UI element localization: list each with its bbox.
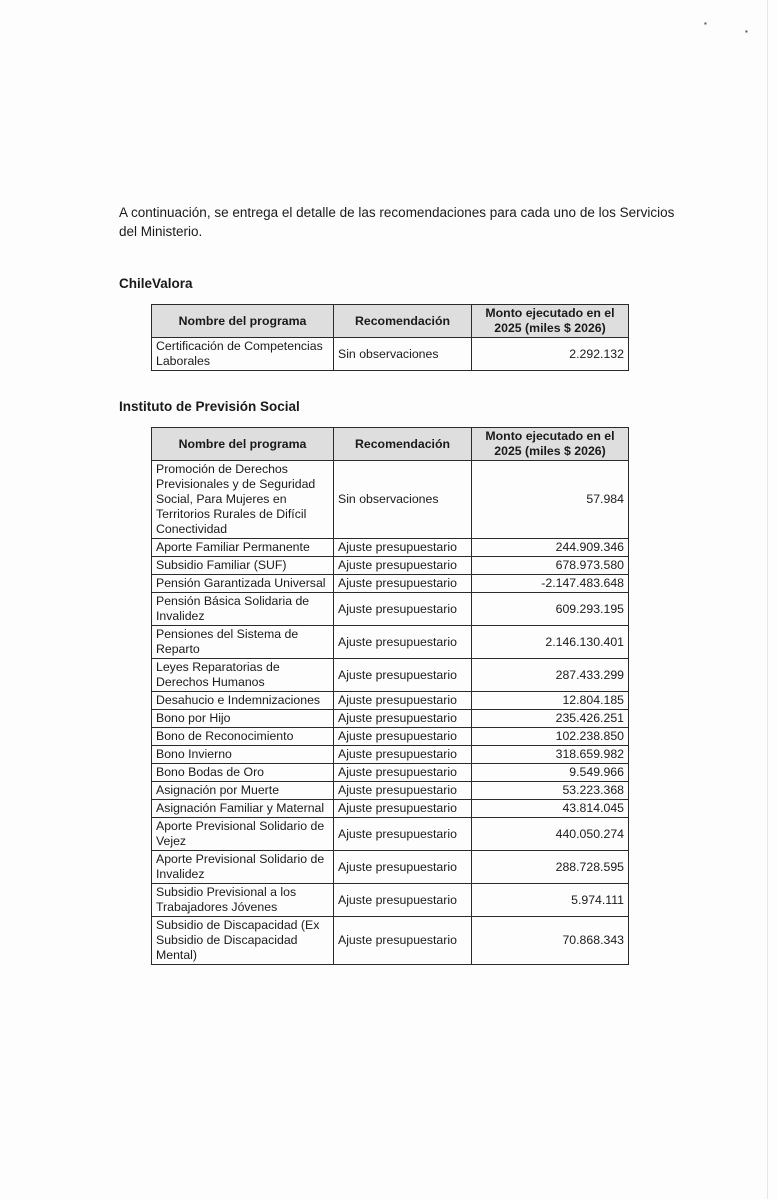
recommendation-cell: Ajuste presupuestario <box>334 917 472 965</box>
program-name-cell: Aporte Familiar Permanente <box>152 539 334 557</box>
recommendation-cell: Ajuste presupuestario <box>334 800 472 818</box>
scan-speck-mark: ▪ <box>704 19 707 28</box>
program-name-cell: Subsidio Familiar (SUF) <box>152 557 334 575</box>
recommendation-cell: Ajuste presupuestario <box>334 884 472 917</box>
amount-cell: 2.292.132 <box>472 338 629 371</box>
amount-cell: -2.147.483.648 <box>472 575 629 593</box>
table-row <box>152 746 629 764</box>
table-row <box>152 764 629 782</box>
table-row <box>152 539 629 557</box>
table-row <box>152 851 629 884</box>
amount-cell: 287.433.299 <box>472 659 629 692</box>
header-recommendation: Recomendación <box>334 428 472 461</box>
amount-cell: 9.549.966 <box>472 764 629 782</box>
table-row <box>152 593 629 626</box>
table-row <box>152 626 629 659</box>
table-row <box>152 728 629 746</box>
amount-cell: 2.146.130.401 <box>472 626 629 659</box>
recommendation-cell: Ajuste presupuestario <box>334 710 472 728</box>
header-program-name: Nombre del programa <box>152 428 334 461</box>
table-header-row <box>152 428 629 461</box>
scan-edge-line <box>767 0 768 1199</box>
recommendation-cell: Ajuste presupuestario <box>334 851 472 884</box>
table-row <box>152 659 629 692</box>
header-program-name: Nombre del programa <box>152 305 334 338</box>
recommendation-cell: Ajuste presupuestario <box>334 728 472 746</box>
program-name-cell: Aporte Previsional Solidario de Invalidez <box>152 851 334 884</box>
program-name-cell: Certificación de Competencias Laborales <box>152 338 334 371</box>
table-row <box>152 557 629 575</box>
program-name-cell: Desahucio e Indemnizaciones <box>152 692 334 710</box>
header-recommendation: Recomendación <box>334 305 472 338</box>
chilevalora-table <box>151 304 629 371</box>
table-row <box>152 917 629 965</box>
table-row <box>152 818 629 851</box>
program-name-cell: Pensión Garantizada Universal <box>152 575 334 593</box>
scan-speck-mark: ▪ <box>745 27 748 36</box>
amount-cell: 102.238.850 <box>472 728 629 746</box>
program-name-cell: Bono Invierno <box>152 746 334 764</box>
amount-cell: 609.293.195 <box>472 593 629 626</box>
program-name-cell: Asignación Familiar y Maternal <box>152 800 334 818</box>
recommendation-cell: Ajuste presupuestario <box>334 593 472 626</box>
recommendation-cell: Ajuste presupuestario <box>334 575 472 593</box>
program-name-cell: Asignación por Muerte <box>152 782 334 800</box>
table-row <box>152 575 629 593</box>
ips-table <box>151 427 629 965</box>
amount-cell: 288.728.595 <box>472 851 629 884</box>
recommendation-cell: Ajuste presupuestario <box>334 557 472 575</box>
program-name-cell: Leyes Reparatorias de Derechos Humanos <box>152 659 334 692</box>
header-amount: Monto ejecutado en el 2025 (miles $ 2026) <box>472 428 629 461</box>
table-row <box>152 338 629 371</box>
recommendation-cell: Ajuste presupuestario <box>334 659 472 692</box>
amount-cell: 53.223.368 <box>472 782 629 800</box>
table-row <box>152 782 629 800</box>
amount-cell: 244.909.346 <box>472 539 629 557</box>
table-header-row <box>152 305 629 338</box>
recommendation-cell: Ajuste presupuestario <box>334 539 472 557</box>
section-title-chilevalora: ChileValora <box>119 276 193 291</box>
amount-cell: 440.050.274 <box>472 818 629 851</box>
program-name-cell: Subsidio de Discapacidad (Ex Subsidio de Discapacidad Mental) <box>152 917 334 965</box>
section-title-ips: Instituto de Previsión Social <box>119 399 300 414</box>
intro-paragraph: A continuación, se entrega el detalle de las recomendaciones para cada uno de los Servicios del Ministerio. <box>119 205 675 239</box>
table-row <box>152 710 629 728</box>
recommendation-cell: Ajuste presupuestario <box>334 746 472 764</box>
program-name-cell: Aporte Previsional Solidario de Vejez <box>152 818 334 851</box>
recommendation-cell: Ajuste presupuestario <box>334 782 472 800</box>
amount-cell: 70.868.343 <box>472 917 629 965</box>
program-name-cell: Promoción de Derechos Previsionales y de Seguridad Social, Para Mujeres en Territorios Rurales de Difícil Conectividad <box>152 461 334 539</box>
amount-cell: 678.973.580 <box>472 557 629 575</box>
table-row <box>152 884 629 917</box>
amount-cell: 318.659.982 <box>472 746 629 764</box>
table-row <box>152 461 629 539</box>
program-name-cell: Subsidio Previsional a los Trabajadores Jóvenes <box>152 884 334 917</box>
amount-cell: 43.814.045 <box>472 800 629 818</box>
header-amount: Monto ejecutado en el 2025 (miles $ 2026) <box>472 305 629 338</box>
amount-cell: 235.426.251 <box>472 710 629 728</box>
program-name-cell: Pensiones del Sistema de Reparto <box>152 626 334 659</box>
recommendation-cell: Ajuste presupuestario <box>334 692 472 710</box>
amount-cell: 5.974.111 <box>472 884 629 917</box>
amount-cell: 57.984 <box>472 461 629 539</box>
recommendation-cell: Sin observaciones <box>334 338 472 371</box>
recommendation-cell: Ajuste presupuestario <box>334 626 472 659</box>
program-name-cell: Pensión Básica Solidaria de Invalidez <box>152 593 334 626</box>
program-name-cell: Bono de Reconocimiento <box>152 728 334 746</box>
recommendation-cell: Sin observaciones <box>334 461 472 539</box>
recommendation-cell: Ajuste presupuestario <box>334 764 472 782</box>
recommendation-cell: Ajuste presupuestario <box>334 818 472 851</box>
table-row <box>152 692 629 710</box>
table-row <box>152 800 629 818</box>
amount-cell: 12.804.185 <box>472 692 629 710</box>
program-name-cell: Bono Bodas de Oro <box>152 764 334 782</box>
program-name-cell: Bono por Hijo <box>152 710 334 728</box>
